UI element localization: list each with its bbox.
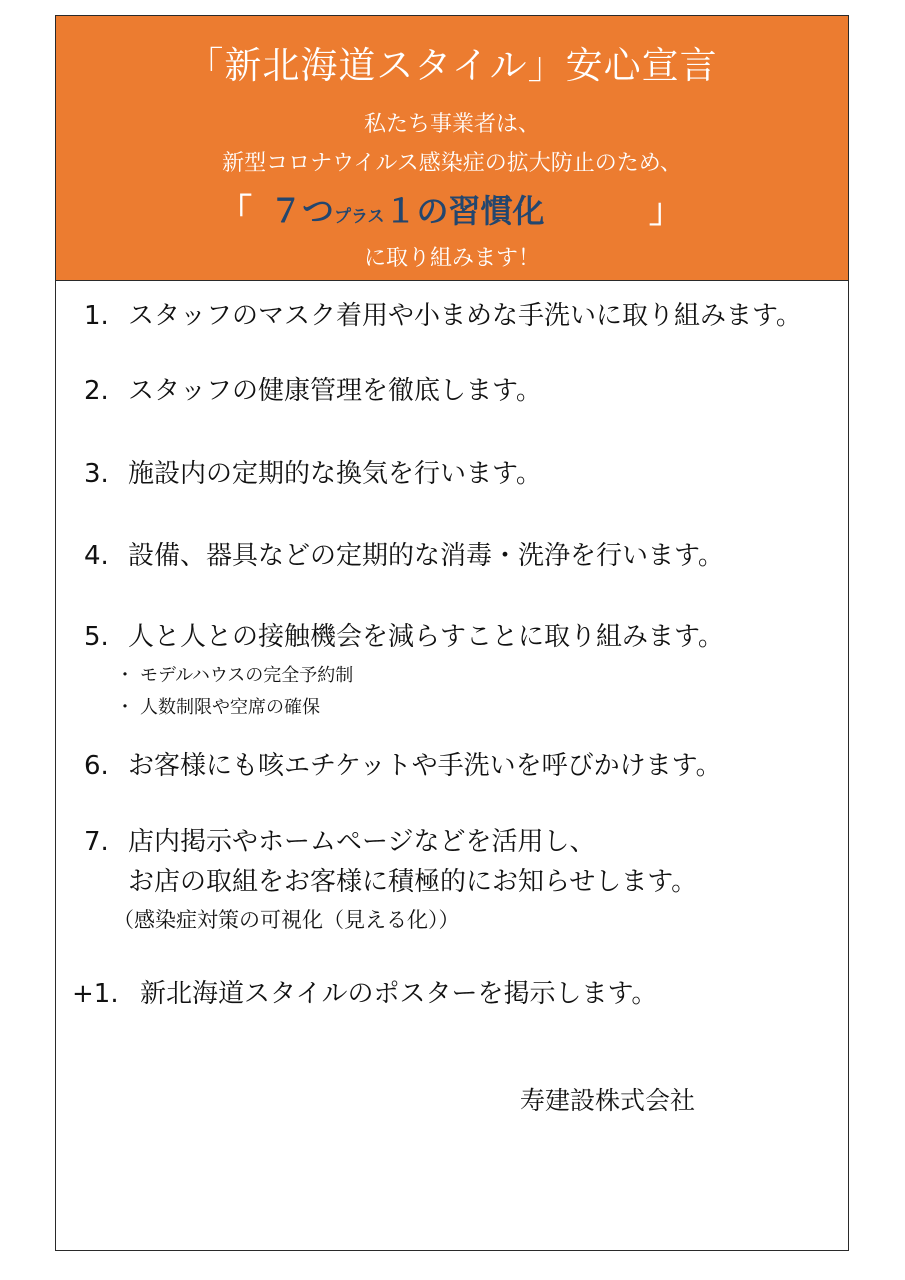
slogan-one-habit: １の習慣化 [384, 192, 545, 230]
item-number: 5. [84, 622, 109, 652]
item-text: 設備、器具などの定期的な消毒・洗浄を行います。 [128, 541, 724, 571]
item-number: 7. [84, 827, 109, 857]
bullet-dot: ・ [116, 697, 134, 718]
header-line-1: 私たち事業者は、 [363, 112, 540, 137]
habit-slogan [56, 191, 848, 233]
slogan-close-bracket: 」 [649, 191, 682, 230]
slogan-plus: プラス [334, 207, 385, 227]
item-text: 人と人との接触機会を減らすことに取り組みます。 [128, 622, 724, 652]
item-number: 1. [84, 301, 109, 331]
declaration-title: 「新北海道スタイル」安心宣言 [186, 44, 718, 87]
bullet-text: 人数制限や空席の確保 [140, 697, 320, 718]
slogan-seven: ７つ [270, 192, 335, 230]
bullet-text: モデルハウスの完全予約制 [140, 665, 354, 686]
list-item [84, 749, 722, 783]
sub-bullet [116, 696, 320, 720]
slogan-highlight [270, 191, 545, 237]
header-line-2: 新型コロナウイルス感染症の拡大防止のため、 [222, 151, 682, 176]
item-number: 6. [84, 751, 109, 781]
item-text: スタッフのマスク着用や小まめな手洗いに取り組みます。 [128, 301, 802, 331]
header-line-4: に取り組みます！ [363, 246, 540, 271]
list-item [84, 539, 724, 573]
declaration-header [55, 15, 849, 281]
list-item [84, 825, 595, 859]
list-item [84, 374, 542, 408]
item-text: お客様にも咳エチケットや手洗いを呼びかけます。 [128, 751, 722, 781]
bullet-dot: ・ [116, 665, 134, 686]
company-name: 寿建設株式会社 [520, 1086, 696, 1115]
item-text: 新北海道スタイルのポスターを掲示します。 [140, 979, 658, 1009]
item-number: 4. [84, 541, 109, 571]
list-item [84, 620, 724, 654]
list-item [84, 457, 542, 491]
item-text: スタッフの健康管理を徹底します。 [128, 376, 542, 406]
item-text: 施設内の定期的な換気を行います。 [128, 459, 542, 489]
list-item [72, 977, 657, 1011]
slogan-open-bracket: 「 [219, 191, 252, 230]
list-item [84, 299, 802, 333]
item-number: 2. [84, 376, 109, 406]
item-text: 店内掲示やホームページなどを活用し、 [128, 827, 596, 857]
item-text-continued: お店の取組をお客様に積極的にお知らせします。 [128, 867, 698, 897]
item-note: （感染症対策の可視化（見える化）） [113, 908, 460, 932]
sub-bullet [116, 664, 353, 688]
item-number: 3. [84, 459, 109, 489]
item-number: +1. [72, 979, 119, 1009]
